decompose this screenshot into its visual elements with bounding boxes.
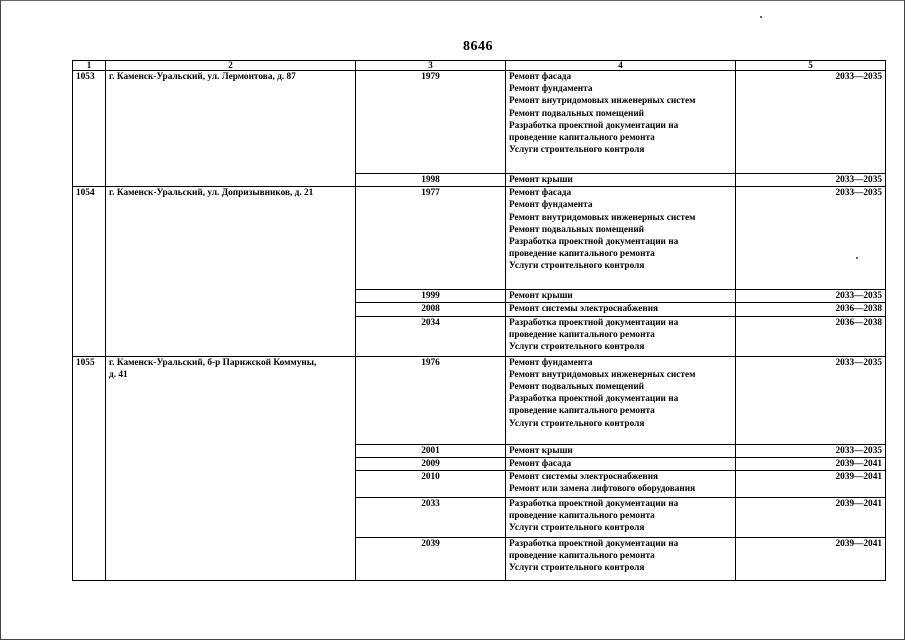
work-item: Ремонт или замена лифтового оборудования <box>509 484 696 495</box>
commissioning-year-cell: 2001 <box>356 444 506 457</box>
work-item: Ремонт фасада <box>509 458 572 469</box>
works-cell <box>506 444 736 457</box>
work-item: Услуги строительного контроля <box>509 342 645 353</box>
work-item: Ремонт фундамента <box>509 357 593 368</box>
work-item: проведение капитального ремонта <box>509 551 655 562</box>
commissioning-year-cell: 1977 <box>356 187 506 290</box>
scan-speck <box>760 16 762 18</box>
works-cell <box>506 71 736 174</box>
work-item: Ремонт фасада <box>509 188 572 199</box>
work-item: Ремонт внутридомовых инженерных систем <box>509 96 696 107</box>
work-item: Ремонт крыши <box>509 175 573 185</box>
work-item: Ремонт системы электроснабжения <box>509 304 659 315</box>
planned-period-cell: 2033—2035 <box>736 71 886 174</box>
works-cell <box>506 471 736 498</box>
work-item: Ремонт подвальных помещений <box>509 382 645 393</box>
work-item: Ремонт системы электроснабжения <box>509 472 659 483</box>
commissioning-year-cell: 2009 <box>356 457 506 470</box>
address-line: г. Каменск-Уральский, ул. Лермонтова, д. 87 <box>109 72 296 82</box>
house-number-cell: 1053 <box>73 71 106 187</box>
works-cell <box>506 457 736 470</box>
work-item: Ремонт подвальных помещений <box>509 224 645 235</box>
work-item: Разработка проектной документации на <box>509 394 679 405</box>
work-item: Ремонт внутридомовых инженерных систем <box>509 369 696 380</box>
commissioning-year-cell: 2010 <box>356 471 506 498</box>
column-header: 3 <box>356 61 506 71</box>
planned-period-cell: 2039—2041 <box>736 471 886 498</box>
work-item: Услуги строительного контроля <box>509 523 645 534</box>
column-header: 4 <box>506 61 736 71</box>
work-item: проведение капитального ремонта <box>509 511 655 522</box>
works-cell <box>506 290 736 303</box>
works-cell <box>506 316 736 356</box>
work-item: Ремонт крыши <box>509 445 573 456</box>
commissioning-year-cell: 1998 <box>356 174 506 187</box>
work-item: Разработка проектной документации на <box>509 317 679 328</box>
house-number-cell: 1055 <box>73 356 106 580</box>
table-body <box>73 71 886 581</box>
planned-period-cell: 2039—2041 <box>736 457 886 470</box>
page-number: 8646 <box>463 39 493 54</box>
housing-register-table <box>72 60 886 581</box>
table-row <box>73 187 886 290</box>
work-item: проведение капитального ремонта <box>509 406 655 417</box>
work-item: Разработка проектной документации на <box>509 237 679 248</box>
work-item: Ремонт подвальных помещений <box>509 108 645 119</box>
works-cell <box>506 356 736 444</box>
works-cell <box>506 303 736 316</box>
column-header: 1 <box>73 61 106 71</box>
work-item: Ремонт фасада <box>509 72 572 82</box>
work-item: Разработка проектной документации на <box>509 499 679 510</box>
commissioning-year-cell: 1976 <box>356 356 506 444</box>
planned-period-cell: 2036—2038 <box>736 316 886 356</box>
commissioning-year-cell: 2039 <box>356 538 506 581</box>
commissioning-year-cell: 1999 <box>356 290 506 303</box>
commissioning-year-cell: 1979 <box>356 71 506 174</box>
planned-period-cell: 2033—2035 <box>736 356 886 444</box>
planned-period-cell: 2033—2035 <box>736 174 886 187</box>
work-item: Ремонт внутридомовых инженерных систем <box>509 212 696 223</box>
planned-period-cell: 2033—2035 <box>736 187 886 290</box>
works-cell <box>506 174 736 187</box>
commissioning-year-cell: 2034 <box>356 316 506 356</box>
column-header: 2 <box>106 61 356 71</box>
work-item: Ремонт крыши <box>509 291 573 302</box>
planned-period-cell: 2033—2035 <box>736 290 886 303</box>
planned-period-cell: 2033—2035 <box>736 444 886 457</box>
work-item: Разработка проектной документации на <box>509 539 679 550</box>
commissioning-year-cell: 2033 <box>356 498 506 538</box>
works-cell <box>506 498 736 538</box>
address-cell <box>106 356 356 580</box>
planned-period-cell: 2039—2041 <box>736 498 886 538</box>
address-cell <box>106 71 356 187</box>
work-item: Разработка проектной документации на <box>509 120 679 131</box>
work-item: Услуги строительного контроля <box>509 261 645 272</box>
commissioning-year-cell: 2008 <box>356 303 506 316</box>
table-row <box>73 356 886 444</box>
address-cell <box>106 187 356 356</box>
work-item: проведение капитального ремонта <box>509 249 655 260</box>
work-item: проведение капитального ремонта <box>509 329 655 340</box>
planned-period-cell: 2036—2038 <box>736 303 886 316</box>
column-number-row <box>73 61 886 71</box>
address-line: г. Каменск-Уральский, б-р Парижской Коммуны, <box>109 357 317 368</box>
work-item: Услуги строительного контроля <box>509 418 645 429</box>
work-item: Услуги строительного контроля <box>509 563 645 574</box>
work-item: проведение капитального ремонта <box>509 133 655 144</box>
works-cell <box>506 538 736 581</box>
work-item: Ремонт фундамента <box>509 84 593 95</box>
work-item: Услуги строительного контроля <box>509 145 645 156</box>
column-header: 5 <box>736 61 886 71</box>
works-cell <box>506 187 736 290</box>
work-item: Ремонт фундамента <box>509 200 593 211</box>
address-line: д. 41 <box>109 369 128 380</box>
planned-period-cell: 2039—2041 <box>736 538 886 581</box>
address-line: г. Каменск-Уральский, ул. Допризывников, д. 21 <box>109 188 314 199</box>
table-row <box>73 71 886 174</box>
house-number-cell: 1054 <box>73 187 106 356</box>
